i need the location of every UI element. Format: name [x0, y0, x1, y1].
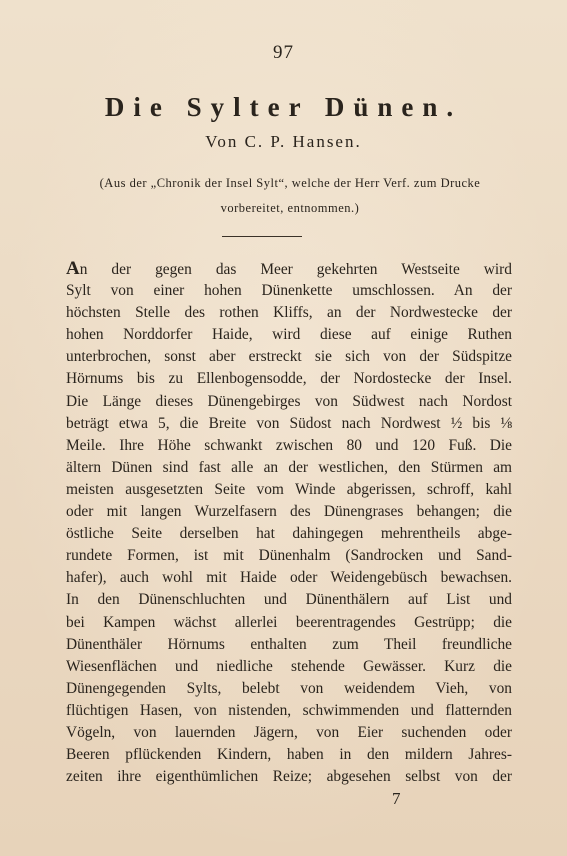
body-line: Die Länge dieses Dünengebirges von Südwest nach Nordost	[66, 392, 512, 410]
article-title: Die Sylter Dünen.	[104, 92, 463, 122]
body-line: oder mit langen Wurzelfasern des Dünengrases behangen; die	[66, 503, 512, 521]
body-line: In den Dünenschluchten und Dünenthälern auf List und	[66, 591, 512, 609]
body-line: An der gegen das Meer gekehrten Westseite wird	[66, 258, 512, 279]
body-line: Sylt von einer hohen Dünenkette umschlossen. An der	[66, 282, 512, 300]
body-line: beträgt etwa 5, die Breite von Südost nach Nordwest ½ bis ⅛	[66, 414, 512, 432]
separator-rule	[222, 236, 302, 237]
source-note-line: vorbereitet, entnommen.)	[220, 201, 360, 215]
body-line: Wiesenflächen und niedliche stehende Gewässer. Kurz die	[66, 657, 512, 675]
body-line: meisten ausgesetzten Seite vom Winde abgerissen, schroff, kahl	[66, 480, 512, 498]
source-note-line: (Aus der „Chronik der Insel Sylt“, welche der Herr Verf. zum Drucke	[99, 176, 481, 190]
body-line: flüchtigen Hasen, von nistenden, schwimmenden und flatternden	[66, 701, 512, 719]
body-line: Beeren pflückenden Kindern, haben in den mildern Jahres-	[66, 746, 512, 764]
body-line: höchsten Stelle des rothen Kliffs, an der Nordwestecke der	[66, 304, 512, 322]
body-line: hafer), auch wohl mit Haide oder Weidengebüsch bewachsen.	[66, 569, 512, 587]
body-line: bei Kampen wächst allerlei beerentragendes Gestrüpp; die	[66, 613, 512, 631]
body-line: ältern Dünen sind fast alle an der westlichen, den Stürmen am	[66, 458, 512, 476]
author-byline: Von C. P. Hansen.	[205, 132, 362, 151]
body-line: unterbrochen, sonst aber erstreckt sie sich von der Südspitze	[66, 348, 512, 366]
body-line: Hörnums bis zu Ellenbogensodde, der Nordostecke der Insel.	[66, 370, 512, 388]
body-line: hohen Norddorfer Haide, wird diese auf einige Ruthen	[66, 326, 512, 344]
source-note	[60, 171, 520, 221]
body-line: Meile. Ihre Höhe schwankt zwischen 80 und 120 Fuß. Die	[66, 436, 512, 454]
body-line: Dünenthäler Hörnums enthalten zum Theil freundliche	[66, 635, 512, 653]
body-line: östliche Seite derselben hat dahingegen mehrentheils abge-	[66, 525, 512, 543]
body-line: rundete Formen, ist mit Dünenhalm (Sandrocken und Sand-	[66, 547, 512, 565]
body-line: Dünengegenden Sylts, belebt von weidendem Vieh, von	[66, 679, 512, 697]
page-number: 97	[273, 42, 294, 63]
body-line: zeiten ihre eigenthümlichen Reize; abgesehen selbst von der	[66, 768, 512, 786]
signature-mark: 7	[392, 789, 401, 808]
body-text	[66, 258, 512, 788]
body-line: Vögeln, von lauernden Jägern, von Eier suchenden oder	[66, 723, 512, 741]
